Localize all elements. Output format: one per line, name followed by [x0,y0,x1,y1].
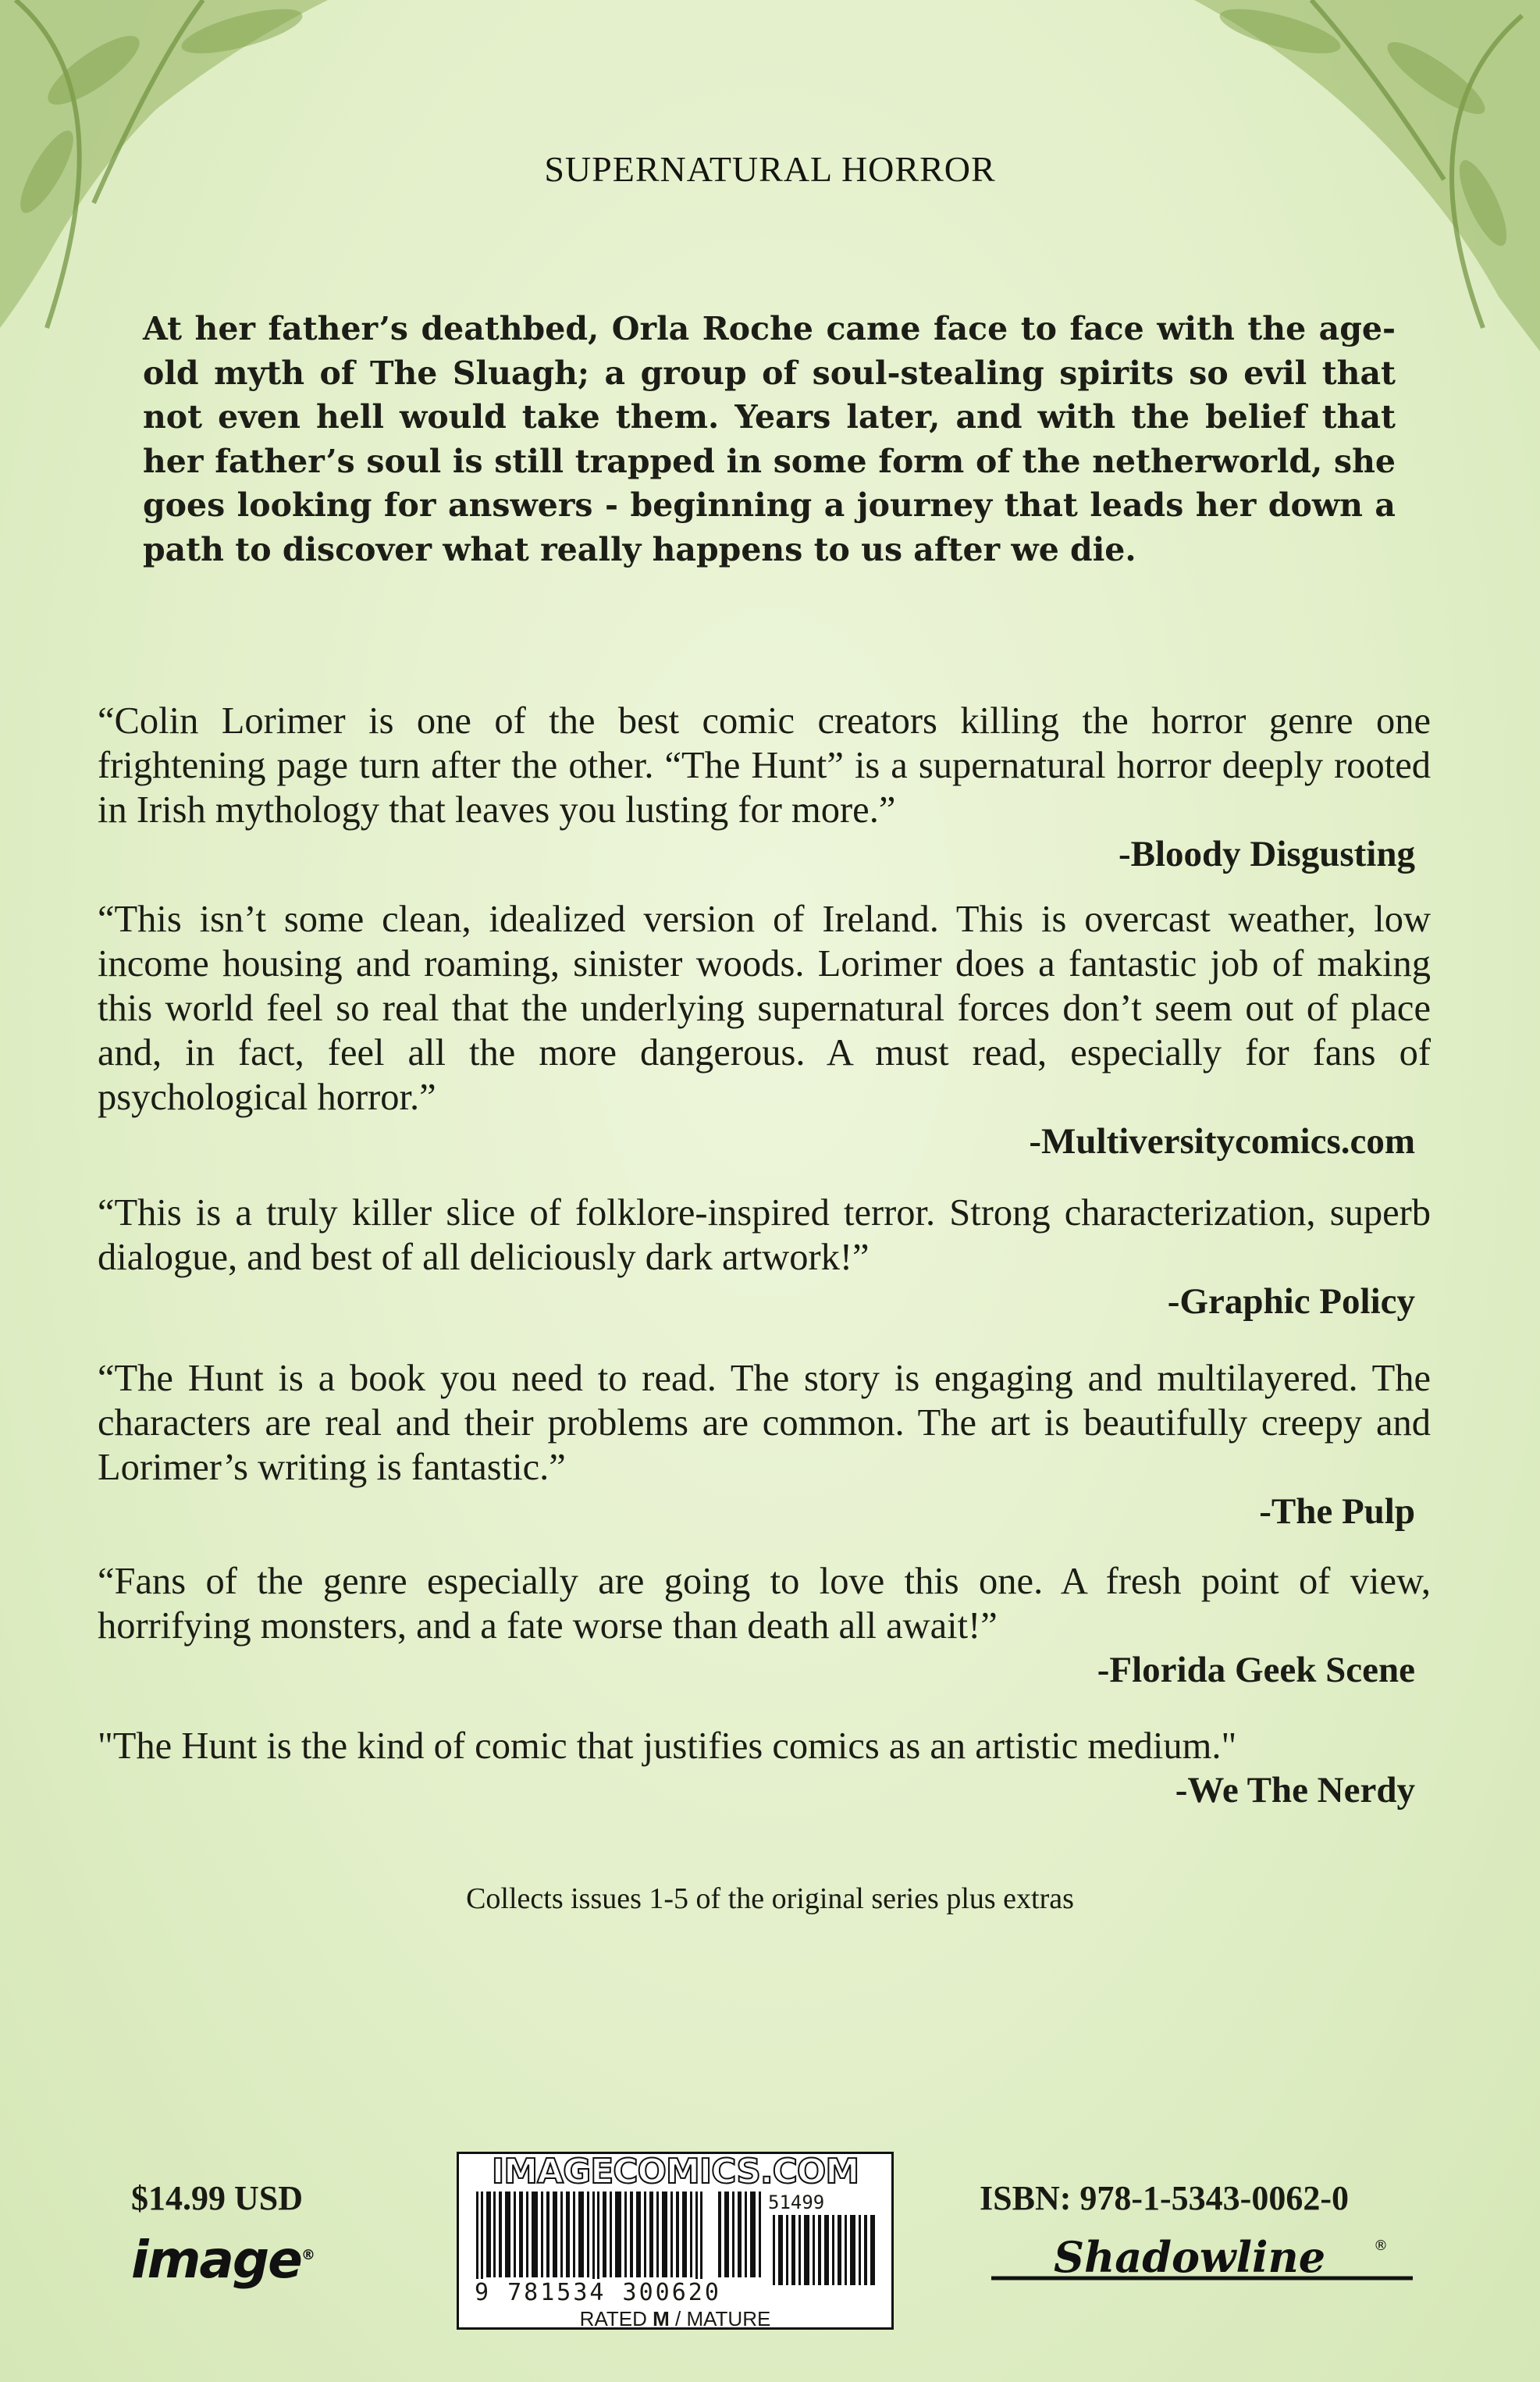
review-quote [98,1559,1431,1693]
review-quote [98,897,1431,1164]
price-label: $14.99 USD [131,2179,304,2217]
review-quote [98,699,1431,877]
review-quote [98,1724,1431,1813]
quote-source: -Multiversitycomics.com [1029,1121,1415,1162]
collects-note: Collects issues 1-5 of the original series plus extras [466,1882,1074,1915]
image-logo-text: image [131,2230,301,2290]
rating-prefix: RATED [579,2307,647,2330]
isbn-label: ISBN: 978-1-5343-0062-0 [980,2179,1349,2217]
rating-suffix: / MATURE [675,2307,771,2330]
barcode-block [457,2152,894,2330]
barcode-addon-digits: 51499 [768,2192,825,2213]
quote-text: “The Hunt is a book you need to read. The story is engaging and multilayered. The characters are real and their problems are common. The art is beautifully creepy and Lorimer’s writing is fantastic.” [98,1358,1431,1488]
quote-text: “Colin Lorimer is one of the best comic creators killing the horror genre one frightening page turn after the other. “The Hunt” is a supernatural horror deeply rooted in Irish mythology that leaves you lusting for more.” [98,700,1431,831]
quote-text: “Fans of the genre especially are going to love this one. A fresh point of view, horrifying monsters, and a fate worse than death all await!” [98,1561,1431,1647]
genre-heading: SUPERNATURAL HORROR [544,149,996,189]
review-quote [98,1356,1431,1534]
quote-text: “This is a truly killer slice of folklore-inspired terror. Strong characterization, superb dialogue, and best of all deliciously dark artwork!” [98,1192,1431,1278]
quote-source: -Bloody Disgusting [1118,834,1415,874]
synopsis-paragraph: At her father’s deathbed, Orla Roche came face to face with the age-old myth of The Sluagh; a group of soul-stealing spirits so evil that not even hell would take them. Years later, and with the belief that her father’s soul is still trapped in some form of the netherworld, she goes looking for answers - beginning a journey that leads her down a path to discover what really happens to us after we die. [143,310,1396,568]
quote-source: -The Pulp [1259,1491,1415,1532]
barcode-digits: 9 781534 300620 [471,2279,724,2306]
shadowline-imprint-logo [991,2233,1413,2288]
barcode-site-label: IMAGECOMICS.COM [491,2152,859,2192]
quote-source: -We The Nerdy [1175,1770,1415,1811]
quote-text: “This isn’t some clean, idealized version of Ireland. This is overcast weather, low income housing and roaming, sinister woods. Lorimer does a fantastic job of making this world feel so real that the underlying supernatural forces don’t seem out of place and, in fact, feel all the more dangerous. A must read, especially for fans of psychological horror.” [98,899,1431,1118]
shadowline-logo-text: Shadowline [1054,2233,1326,2282]
review-quote [98,1191,1431,1324]
quote-text: "The Hunt is the kind of comic that justifies comics as an artistic medium." [98,1725,1237,1767]
content-rating [459,2307,891,2331]
svg-text:®: ® [1374,2238,1388,2254]
quote-source: -Graphic Policy [1167,1281,1415,1322]
rating-letter: M [653,2307,670,2330]
image-publisher-logo: image® [131,2230,314,2290]
quote-source: -Florida Geek Scene [1097,1650,1415,1690]
